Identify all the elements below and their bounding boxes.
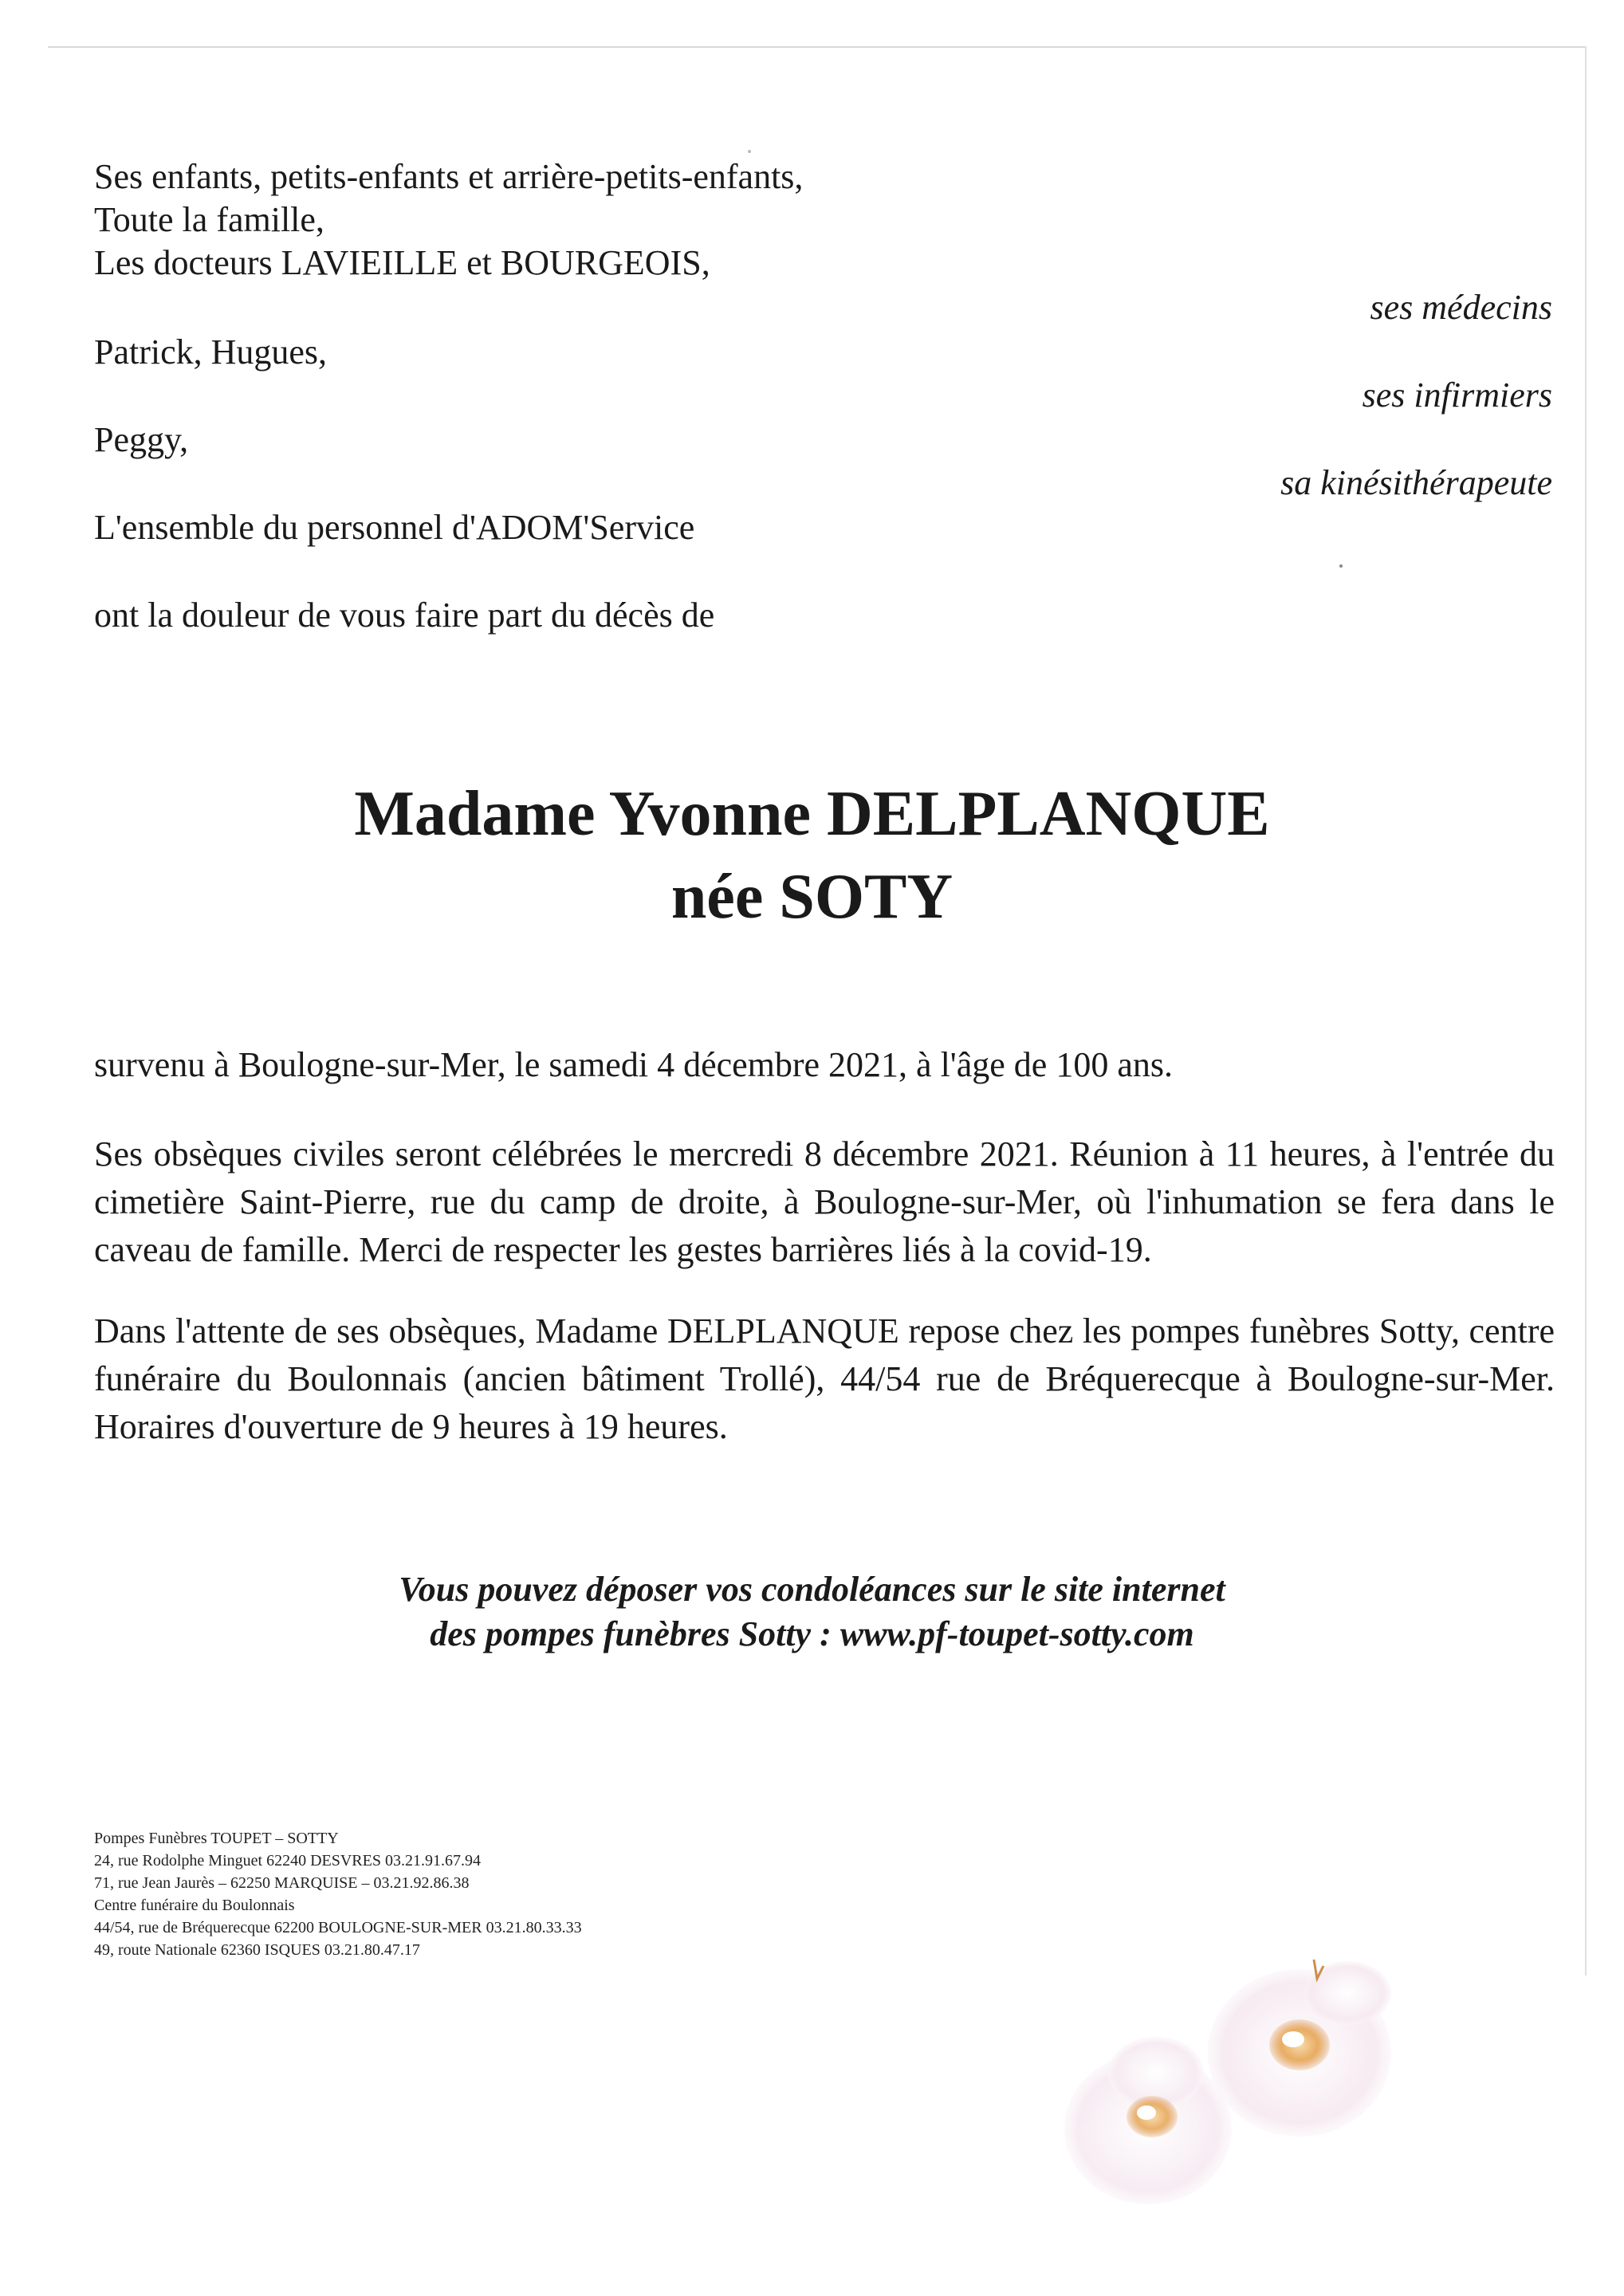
scan-speck [748, 150, 751, 153]
condolences-line-1: Vous pouvez déposer vos condoléances sur le site internet [399, 1570, 1225, 1609]
deceased-name: Madame Yvonne DELPLANQUE [354, 779, 1270, 849]
death-notice [94, 1041, 1555, 1089]
footer-line-3: 71, rue Jean Jaurès – 62250 MARQUISE – 03.21.92.86.38 [94, 1874, 470, 1892]
family-line-3: Les docteurs LAVIEILLE et BOURGEOIS, [94, 243, 710, 282]
footer-line-4: Centre funéraire du Boulonnais [94, 1897, 295, 1914]
page-border-top [48, 46, 1587, 48]
orchid-left [1064, 2037, 1232, 2204]
scan-speck [1339, 564, 1343, 568]
footer-line-2: 24, rue Rodolphe Minguet 62240 DESVRES 03.21.91.67.94 [94, 1852, 481, 1869]
orchid-right [1208, 1960, 1391, 2137]
condolences-line-2: des pompes funèbres Sotty : www.pf-toupet-sotty.com [430, 1614, 1194, 1653]
role-infirmiers: ses infirmiers [1362, 375, 1552, 415]
family-line-2: Toute la famille, [94, 200, 324, 239]
rest-place-paragraph [94, 1307, 1555, 1451]
footer-line-1: Pompes Funèbres TOUPET – SOTTY [94, 1830, 339, 1847]
footer-line-6: 49, route Nationale 62360 ISQUES 03.21.80.47.17 [94, 1941, 420, 1959]
family-line-6: L'ensemble du personnel d'ADOM'Service [94, 508, 695, 547]
family-line-4: Patrick, Hugues, [94, 332, 328, 372]
rest-place-text: Dans l'attente de ses obsèques, Madame DELPLANQUE repose chez les pompes funèbres Sotty, centre funéraire du Boulonnais (ancien bâtiment Trollé), 44/54 rue de Bréquerecque à Boulogne-sur-Mer. Horaires d'ouverture de 9 heures à 19 heures. [94, 1311, 1555, 1446]
role-kine: sa kinésithérapeute [1280, 463, 1552, 502]
deceased-maiden-name: née SOTY [670, 862, 954, 932]
orchid-flowers-icon [1060, 1945, 1507, 2208]
role-medecins: ses médecins [1370, 288, 1552, 327]
family-line-1: Ses enfants, petits-enfants et arrière-petits-enfants, [94, 157, 804, 196]
ceremony-text: Ses obsèques civiles seront célébrées le mercredi 8 décembre 2021. Réunion à 11 heures, à l'entrée du cimetière Saint-Pierre, rue du camp de droite, à Boulogne-sur-Mer, où l'inhumation se fera dans le caveau de famille. Merci de respecter les gestes barrières liés à la covid-19. [94, 1134, 1555, 1269]
funeral-home-footer [94, 1827, 582, 1961]
announcement-line: ont la douleur de vous faire part du décès de [94, 596, 715, 635]
ceremony-paragraph [94, 1130, 1555, 1274]
footer-line-5: 44/54, rue de Bréquerecque 62200 BOULOGNE-SUR-MER 03.21.80.33.33 [94, 1919, 582, 1936]
page-border-right [1585, 46, 1587, 1976]
death-notice-text: survenu à Boulogne-sur-Mer, le samedi 4 décembre 2021, à l'âge de 100 ans. [94, 1045, 1173, 1084]
family-line-5: Peggy, [94, 420, 189, 459]
